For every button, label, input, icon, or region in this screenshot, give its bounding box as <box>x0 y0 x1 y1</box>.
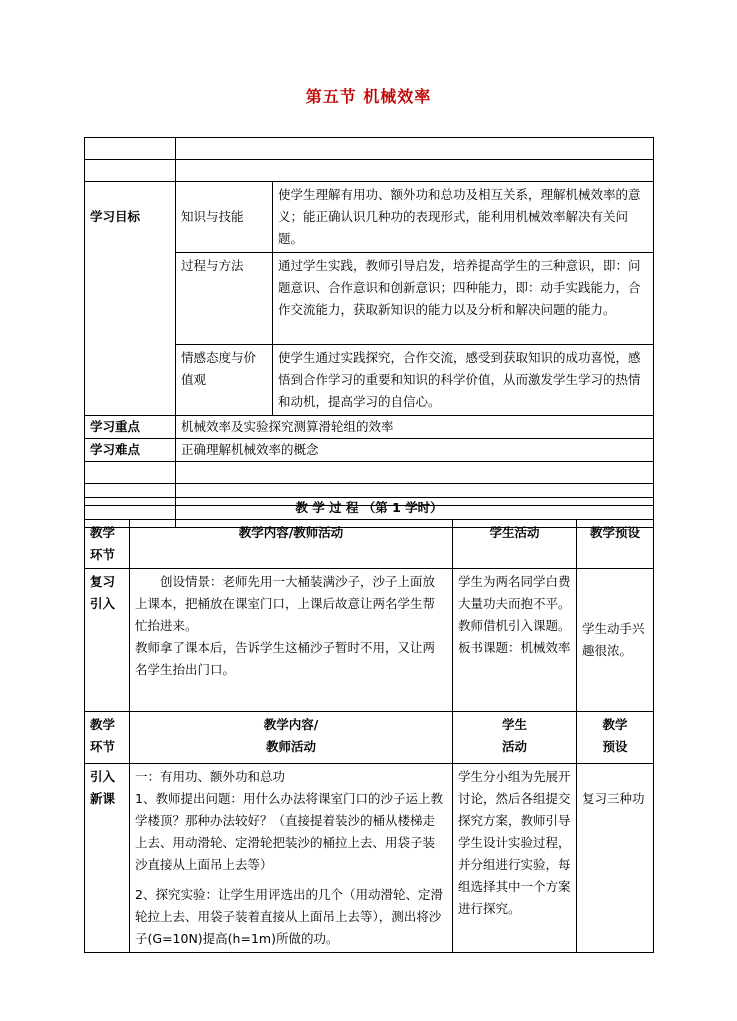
objective-label: 知识与技能 <box>176 182 273 253</box>
intro-preset: 复习三种功 <box>577 764 654 953</box>
objective-label: 情感态度与价值观 <box>176 345 273 416</box>
header-line: 学生 <box>501 717 527 732</box>
blank-cell <box>85 462 176 484</box>
objective-text: 使学生通过实践探究，合作交流，感受到获取知识的成功喜悦，感悟到合作学习的重要和知识的科学价值，从而激发学生学习的热情和动机，提高学习的自信心。 <box>273 345 654 416</box>
review-paragraph: 教师拿了课本后，告诉学生这桶沙子暂时不用，又让两名学生抬出门口。 <box>135 640 436 677</box>
header-line: 教学 <box>602 717 628 732</box>
header-content <box>130 712 453 764</box>
intro-content <box>130 764 453 953</box>
blank-cell <box>176 160 654 182</box>
review-preset: 学生动手兴趣很浓。 <box>577 569 654 712</box>
objectives-table <box>84 137 654 528</box>
header-stage: 教学环节 <box>85 520 130 569</box>
intro-student: 学生分小组为先展开讨论，然后各组提交探究方案，教师引导学生设计实验过程，并分组进行实验，每组选择其中一个方案进行探究。 <box>453 764 577 953</box>
key-point-text: 机械效率及实验探究测算滑轮组的效率 <box>176 416 654 439</box>
objectives-heading: 学习目标 <box>85 182 176 416</box>
review-paragraph: 创设情景：老师先用一大桶装满沙子，沙子上面放上课本，把桶放在课室门口，上课后故意让两名学生帮忙抬进来。 <box>135 574 436 633</box>
page-title: 第五节 机械效率 <box>305 87 432 106</box>
objective-text: 通过学生实践，教师引导启发，培养提高学生的三种意识，即：问题意识、合作意识和创新意识；四种能力，即：动手实践能力，合作交流能力，获取新知识的能力以及分析和解决问题的能力。 <box>273 253 654 345</box>
key-point-label: 学习重点 <box>85 416 176 439</box>
header-student: 学生活动 <box>453 520 577 569</box>
header-line: 预设 <box>602 739 628 754</box>
intro-paragraph: 一：有用功、额外功和总功 <box>135 769 286 784</box>
header-line: 教学内容/ <box>263 717 319 732</box>
objective-text: 使学生理解有用功、额外功和总功及相互关系，理解机械效率的意义；能正确认识几种功的表现形式，能利用机械效率解决有关问题。 <box>273 182 654 253</box>
student-paragraph: 板书课题：机械效率 <box>458 640 571 655</box>
header-student <box>453 712 577 764</box>
header-line: 教师活动 <box>265 739 316 754</box>
objective-label: 过程与方法 <box>176 253 273 345</box>
process-table <box>84 497 654 953</box>
student-paragraph: 教师借机引入课题。 <box>458 618 571 633</box>
intro-stage: 引入新课 <box>85 764 130 953</box>
header-preset: 教学预设 <box>577 520 654 569</box>
blank-cell <box>176 462 654 484</box>
header-preset <box>577 712 654 764</box>
intro-paragraph: 1、教师提出问题：用什么办法将课室门口的沙子运上教学楼顶？那种办法较好？（直接提着装沙的桶从楼梯走上去、用动滑轮、定滑轮把装沙的桶拉上去、用袋子装沙直接从上面吊上去等） <box>135 791 443 872</box>
review-stage: 复习引入 <box>85 569 130 712</box>
student-paragraph: 学生为两名同学白费大量功夫而抱不平。 <box>458 574 571 611</box>
blank-cell <box>85 138 176 160</box>
process-banner: 教 学 过 程 （第 1 学时） <box>85 498 654 520</box>
header-stage: 教学环节 <box>85 712 130 764</box>
blank-cell <box>176 138 654 160</box>
header-content: 教学内容/教师活动 <box>130 520 453 569</box>
difficulty-text: 正确理解机械效率的概念 <box>176 439 654 462</box>
blank-cell <box>85 160 176 182</box>
review-content <box>130 569 453 712</box>
difficulty-label: 学习难点 <box>85 439 176 462</box>
review-student <box>453 569 577 712</box>
header-line: 活动 <box>501 739 527 754</box>
intro-paragraph: 2、探究实验：让学生用评选出的几个（用动滑轮、定滑轮拉上去、用袋子装着直接从上面吊上去等），测出将沙子(G=10N)提高(h=1m)所做的功。 <box>135 887 443 946</box>
